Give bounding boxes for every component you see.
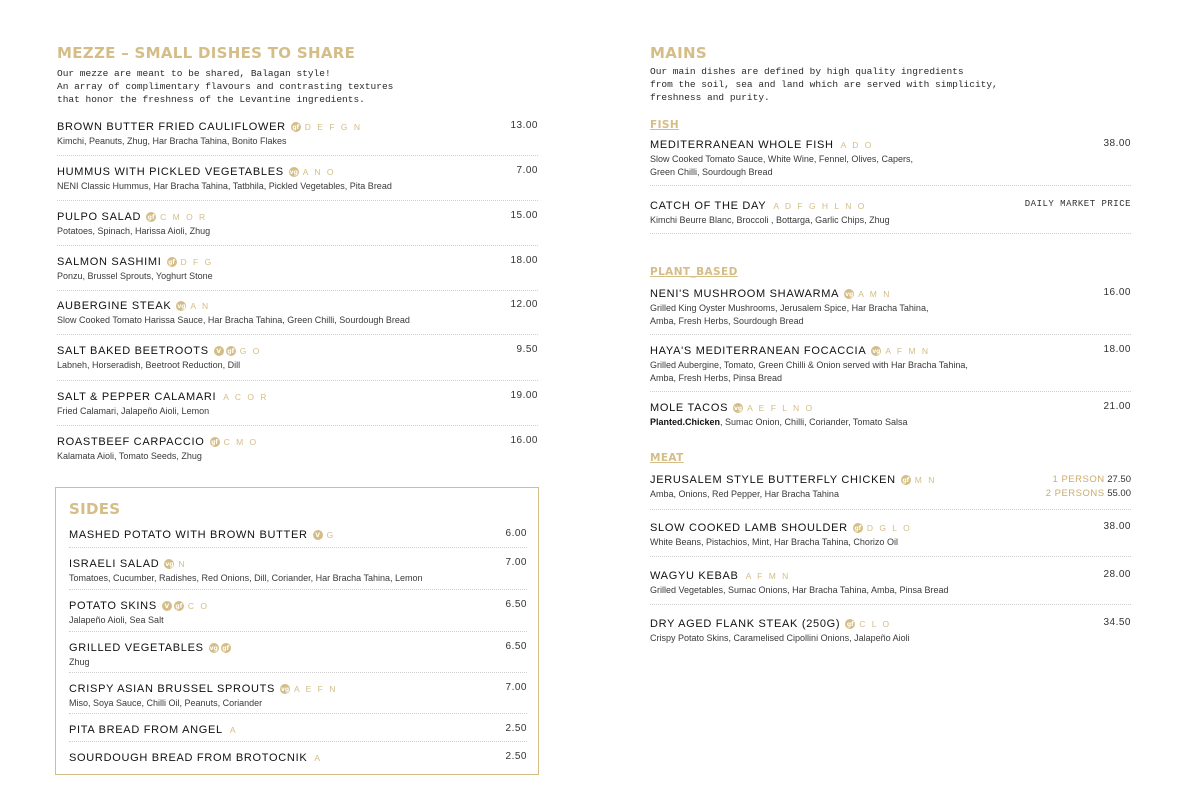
menu-item <box>650 473 1131 510</box>
item-price: 28.00 <box>1103 569 1131 580</box>
item-name: SALT & PEPPER CALAMARI <box>57 391 217 403</box>
menu-item <box>650 344 1131 392</box>
mains-intro-line: Our main dishes are defined by high quality ingredients <box>650 66 964 77</box>
item-description: Kimchi Beurre Blanc, Broccoli , Bottarga, Garlic Chips, Zhug <box>650 215 890 225</box>
menu-item <box>57 165 538 201</box>
item-description: Kimchi, Peanuts, Zhug, Har Bracha Tahina, Bonito Flakes <box>57 136 287 146</box>
menu-item <box>650 287 1131 335</box>
item-price: 38.00 <box>1103 521 1131 532</box>
item-name: DRY AGED FLANK STEAK (250G) <box>650 618 841 630</box>
item-description: Slow Cooked Tomato Harissa Sauce, Har Bracha Tahina, Green Chilli, Sourdough Bread <box>57 315 410 325</box>
item-name: POTATO SKINS <box>69 600 157 612</box>
item-name: HUMMUS WITH PICKLED VEGETABLES <box>57 166 284 178</box>
item-name: MOLE TACOS <box>650 402 729 414</box>
menu-item <box>69 682 527 714</box>
item-description: White Beans, Pistachios, Mint, Har Bracha Tahina, Chorizo Oil <box>650 537 898 547</box>
menu-item <box>57 299 538 335</box>
item-price: 7.00 <box>505 557 527 568</box>
allergen-codes: A D F G H L N O <box>773 201 867 211</box>
item-price: 38.00 <box>1103 138 1131 149</box>
price-label: 1 PERSON <box>1052 474 1105 485</box>
allergen-codes: A <box>314 753 323 763</box>
vg-icon: vg <box>280 685 290 693</box>
item-description: Tomatoes, Cucumber, Radishes, Red Onions, Dill, Coriander, Har Bracha Tahina, Lemon <box>69 573 423 583</box>
allergen-codes: A M N <box>858 289 892 299</box>
mezze-heading: MEZZE – SMALL DISHES TO SHARE <box>57 44 356 62</box>
mains-heading: MAINS <box>650 44 707 62</box>
gf-icon: gf <box>902 476 910 484</box>
v-icon: V <box>162 601 172 611</box>
item-description <box>650 416 1131 429</box>
gf-icon: gf <box>175 602 183 610</box>
meat-subheading: MEAT <box>650 452 684 464</box>
gf-icon: gf <box>222 644 230 652</box>
vg-icon: vg <box>165 560 174 568</box>
item-name: ISRAELI SALAD <box>69 558 160 570</box>
menu-item <box>57 344 538 381</box>
allergen-codes: D E F G N <box>304 122 362 132</box>
item-name: JERUSALEM STYLE BUTTERFLY CHICKEN <box>650 474 896 486</box>
menu-item <box>69 751 527 769</box>
allergen-codes: G <box>326 530 336 540</box>
item-price: 2.50 <box>505 751 527 762</box>
mezze-intro-line: Our mezze are meant to be shared, Balagan style! <box>57 68 331 79</box>
mezze-intro-line: that honor the freshness of the Levantine ingredients. <box>57 94 365 105</box>
gf-icon: gf <box>227 347 235 355</box>
menu-item <box>57 120 538 156</box>
vg-icon: vg <box>289 168 298 176</box>
item-price: 7.00 <box>516 165 538 176</box>
sides-heading: SIDES <box>69 500 121 518</box>
item-price: 13.00 <box>510 120 538 131</box>
item-description: Labneh, Horseradish, Beetroot Reduction, Dill <box>57 360 241 370</box>
item-name: ROASTBEEF CARPACCIO <box>57 436 205 448</box>
item-name: HAYA'S MEDITERRANEAN FOCACCIA <box>650 345 867 357</box>
description-line: Slow Cooked Tomato Sauce, White Wine, Fennel, Olives, Capers, <box>650 154 913 164</box>
item-description: Amba, Onions, Red Pepper, Har Bracha Tahina <box>650 489 839 499</box>
allergen-codes: D G L O <box>866 523 912 533</box>
item-name: SLOW COOKED LAMB SHOULDER <box>650 522 848 534</box>
menu-item <box>650 617 1131 647</box>
menu-item <box>650 521 1131 557</box>
allergen-codes: A N <box>190 301 211 311</box>
menu-item <box>57 255 538 291</box>
menu-item <box>69 641 527 673</box>
item-description <box>650 302 1131 328</box>
item-name: CRISPY ASIAN BRUSSEL SPROUTS <box>69 683 276 695</box>
mezze-intro <box>57 67 393 106</box>
allergen-codes: C M O R <box>160 212 208 222</box>
description-line: Amba, Fresh Herbs, Pinsa Bread <box>650 373 783 383</box>
menu-item <box>57 435 538 465</box>
item-description <box>650 359 1131 385</box>
mains-intro-line: from the soil, sea and land which are served with simplicity, <box>650 79 998 90</box>
v-icon: V <box>313 530 323 540</box>
item-description: Kalamata Aioli, Tomato Seeds, Zhug <box>57 451 202 461</box>
market-price: DAILY MARKET PRICE <box>1024 199 1131 209</box>
gf-icon: gf <box>211 438 219 446</box>
item-description: Crispy Potato Skins, Caramelised Cipollini Onions, Jalapeño Aioli <box>650 633 910 643</box>
plant-based-subheading: PLANT_BASED <box>650 266 738 278</box>
menu-item <box>69 599 527 632</box>
item-description: Jalapeño Aioli, Sea Salt <box>69 615 164 625</box>
item-description: Miso, Soya Sauce, Chilli Oil, Peanuts, Coriander <box>69 698 263 708</box>
allergen-codes: A <box>229 725 238 735</box>
mezze-intro-line: An array of complimentary flavours and contrasting textures <box>57 81 394 92</box>
allergen-codes: A E F N <box>294 684 338 694</box>
item-price: 27.50 <box>1107 474 1131 485</box>
sides-section <box>55 487 539 775</box>
vg-icon: vg <box>872 347 881 355</box>
item-name: SOURDOUGH BREAD FROM BROTOCNIK <box>69 752 308 764</box>
allergen-codes: A C O R <box>223 392 269 402</box>
item-name: SALT BAKED BEETROOTS <box>57 345 209 357</box>
gf-icon: gf <box>854 524 862 532</box>
item-name: BROWN BUTTER FRIED CAULIFLOWER <box>57 121 286 133</box>
item-price: 6.50 <box>505 641 527 652</box>
gf-icon: gf <box>147 213 155 221</box>
allergen-codes: C L O <box>859 619 892 629</box>
allergen-codes: C M O <box>223 437 259 447</box>
allergen-codes: A D O <box>840 140 874 150</box>
item-description: Grilled Vegetables, Sumac Onions, Har Bracha Tahina, Amba, Pinsa Bread <box>650 585 949 595</box>
item-name: CATCH OF THE DAY <box>650 200 767 212</box>
gf-icon: gf <box>846 620 854 628</box>
item-price: 34.50 <box>1103 617 1131 628</box>
allergen-codes: D F G <box>180 257 214 267</box>
vg-icon: vg <box>177 302 186 310</box>
item-description: Ponzu, Brussel Sprouts, Yoghurt Stone <box>57 271 213 281</box>
allergen-codes: A F M N <box>885 346 931 356</box>
item-name: NENI'S MUSHROOM SHAWARMA <box>650 288 840 300</box>
item-description: Potatoes, Spinach, Harissa Aioli, Zhug <box>57 226 211 236</box>
allergen-codes: G O <box>239 346 262 356</box>
allergen-codes: M N <box>914 475 937 485</box>
item-price: 15.00 <box>510 210 538 221</box>
menu-item <box>69 528 527 548</box>
vg-icon: vg <box>845 290 854 298</box>
item-price: 6.00 <box>505 528 527 539</box>
vg-icon: vg <box>209 644 218 652</box>
description-line: Amba, Fresh Herbs, Sourdough Bread <box>650 316 804 326</box>
allergen-codes: N <box>178 559 187 569</box>
item-description: Fried Calamari, Jalapeño Aioli, Lemon <box>57 406 210 416</box>
allergen-codes: A N O <box>302 167 336 177</box>
item-name: MASHED POTATO WITH BROWN BUTTER <box>69 529 308 541</box>
menu-item <box>650 138 1131 186</box>
mains-intro <box>650 65 998 104</box>
menu-item <box>57 390 538 426</box>
item-name: AUBERGINE STEAK <box>57 300 172 312</box>
item-name: PULPO SALAD <box>57 211 142 223</box>
planted-chicken-label: Planted.Chicken <box>650 417 721 427</box>
description-line: Grilled Aubergine, Tomato, Green Chilli & Onion served with Har Bracha Tahina, <box>650 360 968 370</box>
item-name: GRILLED VEGETABLES <box>69 642 204 654</box>
menu-item <box>69 723 527 742</box>
description-text: , Sumac Onion, Chilli, Coriander, Tomato Salsa <box>720 417 908 427</box>
menu-item <box>650 199 1131 234</box>
item-price: 2.50 <box>505 723 527 734</box>
item-description: Zhug <box>69 657 90 667</box>
item-price: 55.00 <box>1107 488 1131 499</box>
item-price: 19.00 <box>510 390 538 401</box>
vg-icon: vg <box>734 404 743 412</box>
menu-item <box>57 210 538 246</box>
item-price: 6.50 <box>505 599 527 610</box>
multi-price <box>1046 473 1131 501</box>
menu-item <box>69 557 527 590</box>
item-price: 18.00 <box>510 255 538 266</box>
v-icon: V <box>214 346 224 356</box>
menu-item <box>650 569 1131 605</box>
description-line: Green Chilli, Sourdough Bread <box>650 167 773 177</box>
gf-icon: gf <box>292 123 300 131</box>
fish-subheading: FISH <box>650 119 680 131</box>
item-name: MEDITERRANEAN WHOLE FISH <box>650 139 834 151</box>
item-price: 16.00 <box>1103 287 1131 298</box>
item-description <box>650 153 1131 179</box>
allergen-codes: A E F L N O <box>747 403 815 413</box>
allergen-codes: A F M N <box>745 571 791 581</box>
item-description: NENI Classic Hummus, Har Bracha Tahina, Tatbhila, Pickled Vegetables, Pita Bread <box>57 181 392 191</box>
item-name: SALMON SASHIMI <box>57 256 162 268</box>
item-name: PITA BREAD FROM ANGEL <box>69 724 223 736</box>
item-name: WAGYU KEBAB <box>650 570 739 582</box>
gf-icon: gf <box>168 258 175 266</box>
allergen-codes: C O <box>187 601 209 611</box>
item-price: 21.00 <box>1103 401 1131 412</box>
item-price: 18.00 <box>1103 344 1131 355</box>
item-price: 12.00 <box>510 299 538 310</box>
item-price: 16.00 <box>510 435 538 446</box>
item-price: 7.00 <box>505 682 527 693</box>
mains-intro-line: freshness and purity. <box>650 92 770 103</box>
menu-item <box>650 401 1131 435</box>
description-line: Grilled King Oyster Mushrooms, Jerusalem Spice, Har Bracha Tahina, <box>650 303 929 313</box>
price-label: 2 PERSONS <box>1045 488 1105 499</box>
item-price: 9.50 <box>516 344 538 355</box>
